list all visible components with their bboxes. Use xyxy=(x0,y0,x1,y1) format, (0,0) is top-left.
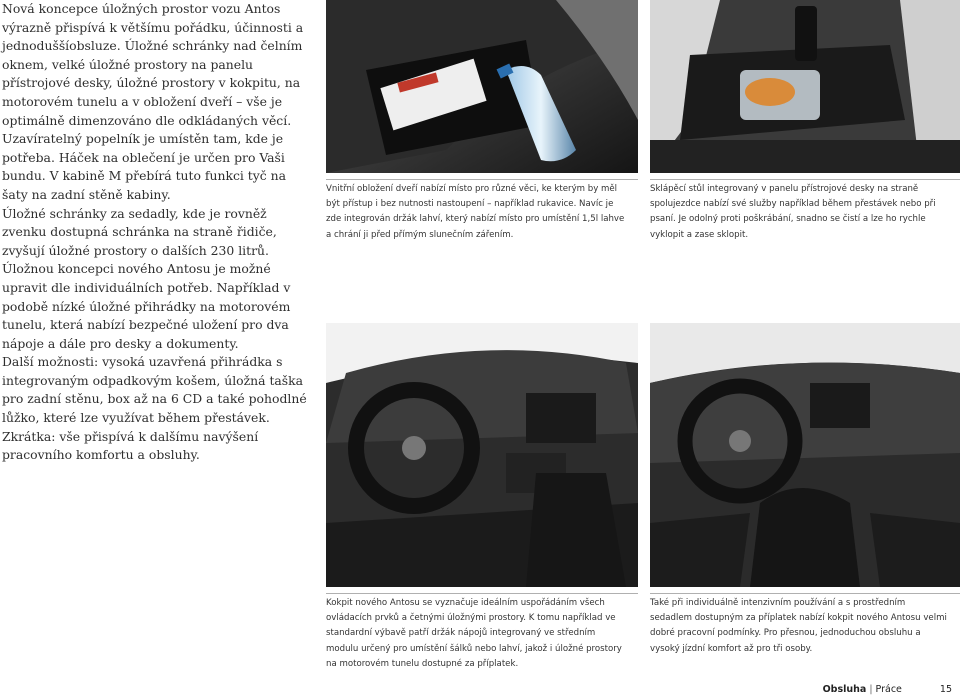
cockpit-left-caption: Kokpit nového Antosu se vyznačuje ideálním uspořádáním všech ovládacích prvků a četnými úložnými prostory. K tomu například ve standardní výbavě patří držák nápojů integrovaný ve středním modulu určený pro umístění šálků nebo lahví, jakož i úložné prostory na motorovém tunelu dostupné za příplatek. xyxy=(326,598,622,669)
folding-table-photo xyxy=(650,0,960,173)
caption-rule xyxy=(650,179,960,180)
door-panel-photo xyxy=(326,0,638,173)
caption-rule xyxy=(326,593,638,594)
door-panel-illustration xyxy=(326,0,638,173)
intro-paragraph: Nová koncepce úložných prostor vozu Antos výrazně přispívá k většímu pořádku, účinnosti a jednoduššíobsluze. Úložné schránky nad čelním oknem, velké úložné prostory na panelu přístrojové desky, úložné prostory v kokpitu, na motorovém tunelu a v obložení dveří – vše je optimálně dimenzováno dle odkládaných věcí. xyxy=(2,1,304,128)
intro-paragraph: Úložnou koncepci nového Antosu je možné upravit dle individuálních potřeb. Například v podobě nízké úložné přihrádky na motorovém tunelu, která nabízí bezpečné uložení pro dva nápoje a dále pro desky a dokumenty. xyxy=(2,261,291,351)
door-panel-caption: Vnitřní obložení dveří nabízí místo pro různé věci, ke kterým by měl být přístup i bez nutnosti nastoupení – například rukavice. Navíc je zde integrován držák lahví, který nabízí místo pro umístění 1,5l lahve a chrání ji před přímým slunečním zářením. xyxy=(326,184,625,240)
folding-table-illustration xyxy=(650,0,960,173)
cockpit-right-caption: Také při individuálně intenzivním používání a s prostředním sedadlem dostupným za příplatek nabízí kokpit nového Antosu velmi dobré pracovní podmínky. Pro přesnou, jednoduchou obsluhu a vysoký jízdní komfort až pro tři osoby. xyxy=(650,598,947,654)
footer-section: Obsluha xyxy=(822,684,867,695)
caption-rule xyxy=(650,593,960,594)
page-footer xyxy=(823,684,952,695)
footer-separator: | xyxy=(869,684,873,695)
footer-chapter: Práce xyxy=(875,684,902,695)
intro-text xyxy=(2,0,314,465)
cockpit-left-illustration xyxy=(326,323,638,587)
intro-paragraph: Uzavíratelný popelník je umístěn tam, kde je potřeba. Háček na oblečení je určen pro Vaši bundu. V kabině M přebírá tuto funkci tyč na šaty na zadní stěně kabiny. xyxy=(2,131,287,202)
page-number: 15 xyxy=(939,684,952,695)
intro-paragraph: Úložné schránky za sedadly, kde je rovněž zvenku dostupná schránka na straně řidiče, zvyšují úložné prostory o dalších 230 litrů. xyxy=(2,205,277,258)
cockpit-right-photo xyxy=(650,323,960,587)
intro-paragraph: Další možnosti: vysoká uzavřená přihrádka s integrovaným odpadkovým košem, úložná taška pro zadní stěnu, box až na 6 CD a také pohodlné lůžko, které lze využívat během přestávek. Zkrátka: vše přispívá k dalšímu navýšení pracovního komfortu a obsluhy. xyxy=(2,354,307,463)
cockpit-left-photo xyxy=(326,323,638,587)
cockpit-right-illustration xyxy=(650,323,960,587)
folding-table-caption: Sklápěcí stůl integrovaný v panelu přístrojové desky na straně spolujezdce nabízí své služby například během přestávek nebo při psaní. Je odolný proti poškrábání, snadno se čistí a lze ho rychle vyklopit a zase sklopit. xyxy=(650,184,936,240)
caption-rule xyxy=(326,179,638,180)
